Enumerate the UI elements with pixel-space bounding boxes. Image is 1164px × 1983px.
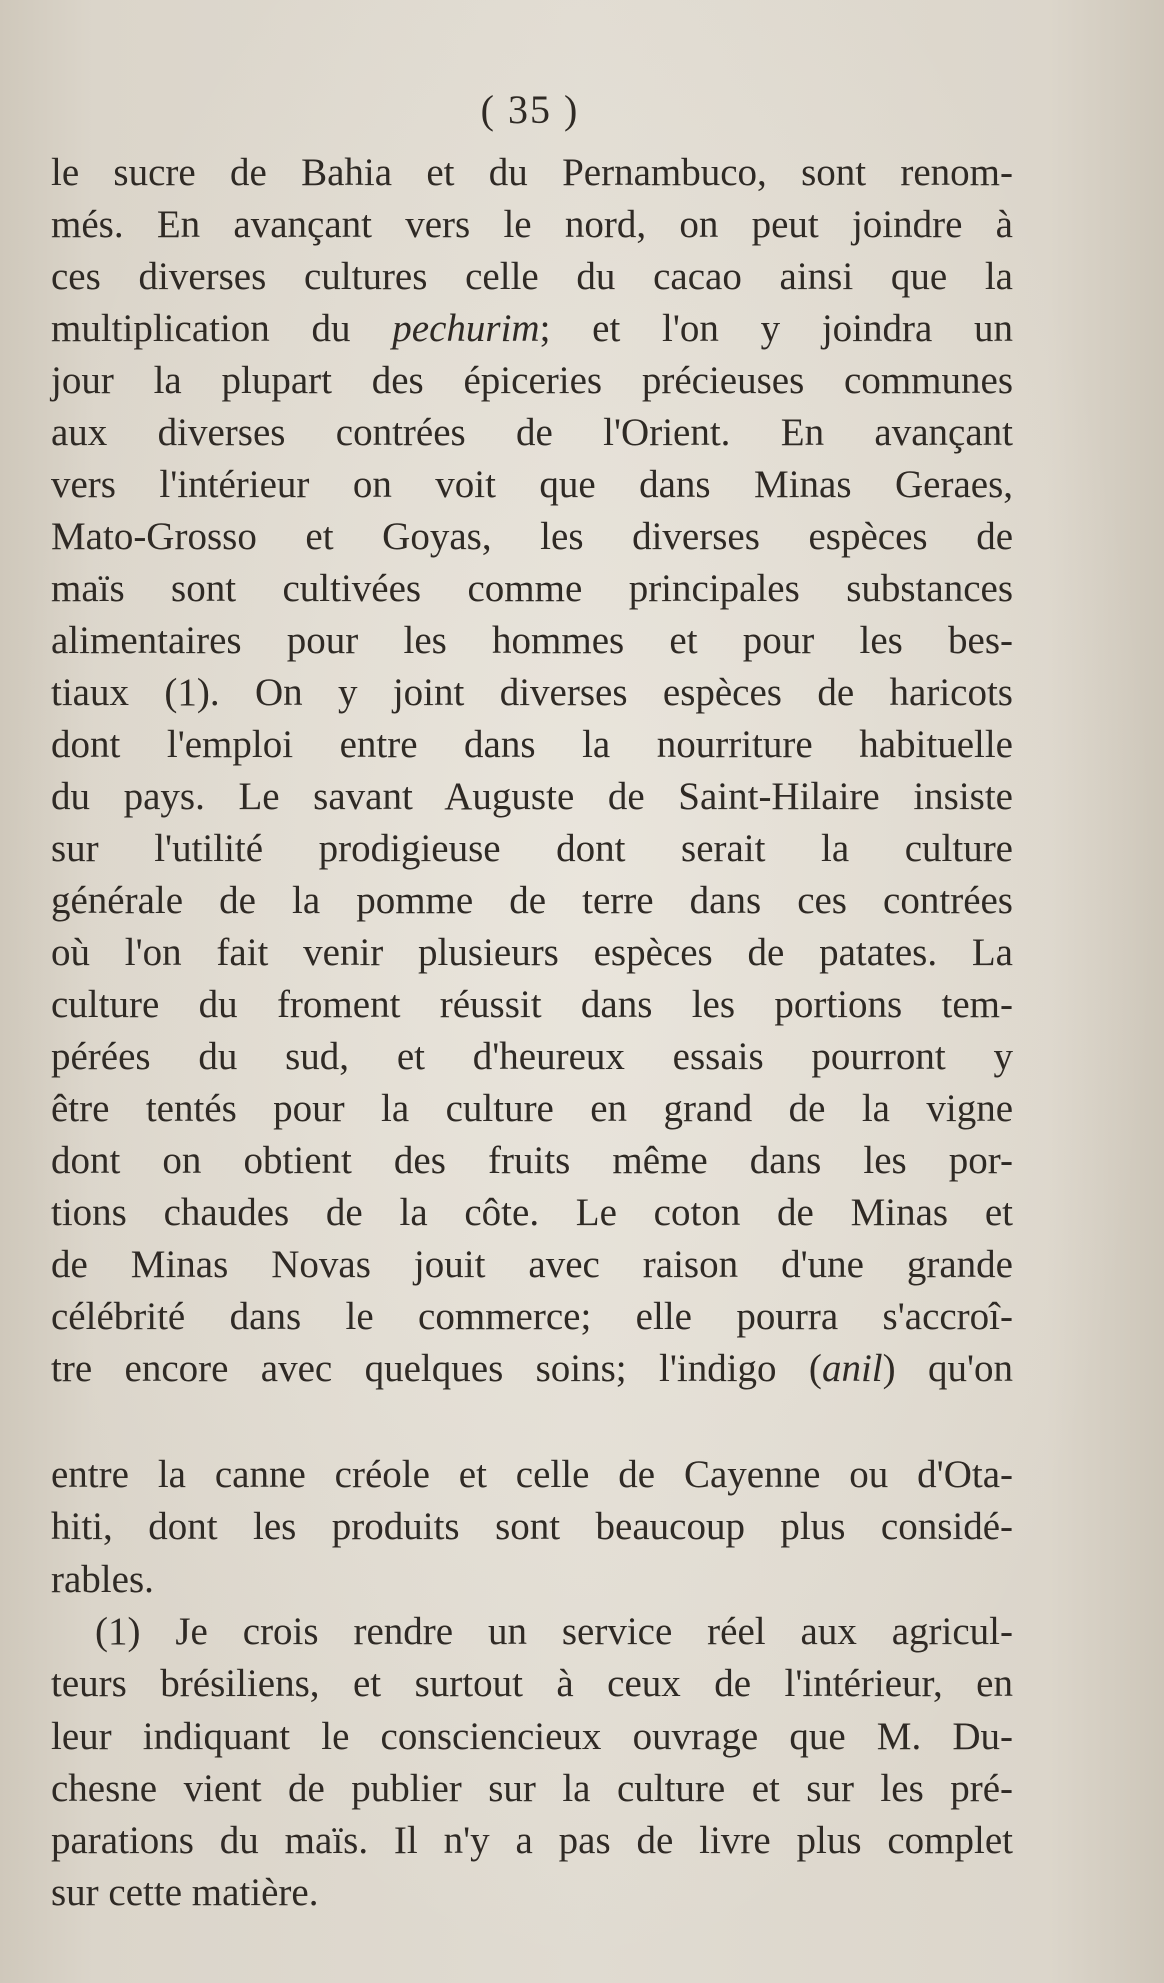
text-line (51, 982, 1013, 1028)
line-segment: tre encore avec quelques soins; l'indigo ( (51, 1347, 822, 1390)
line-segment: més. En avançant vers le nord, on peut joindre à (51, 203, 1013, 246)
line-segment: être tentés pour la culture en grand de la vigne (51, 1087, 1013, 1130)
line-segment: du pays. Le savant Auguste de Saint-Hilaire insiste (51, 775, 1013, 818)
line-segment: vers l'intérieur on voit que dans Minas Geraes, (51, 463, 1013, 506)
line-segment: (1) Je crois rendre un service réel aux agricul- (95, 1609, 1013, 1653)
italic-term: anil (821, 1347, 883, 1390)
text-line (51, 150, 1013, 196)
line-segment: Mato-Grosso et Goyas, les diverses espèces de (51, 515, 1013, 558)
footnote-line (51, 1557, 1013, 1603)
line-segment: célébrité dans le commerce; elle pourra s'accroî- (51, 1295, 1013, 1338)
footnote-line (51, 1766, 1013, 1812)
line-segment: de Minas Novas jouit avec raison d'une grande (51, 1243, 1013, 1286)
line-segment: générale de la pomme de terre dans ces contrées (51, 879, 1013, 922)
line-segment: ; et l'on y joindra un (539, 307, 1014, 350)
line-segment: rables. (51, 1557, 154, 1601)
line-segment: teurs brésiliens, et surtout à ceux de l'intérieur, en (51, 1662, 1013, 1706)
line-segment: culture du froment réussit dans les portions tem- (51, 983, 1013, 1026)
line-segment: dont on obtient des fruits même dans les por- (51, 1139, 1013, 1182)
text-line (51, 774, 1013, 820)
text-line (51, 670, 1013, 716)
line-segment: le sucre de Bahia et du Pernambuco, sont renom- (51, 151, 1013, 194)
line-segment: alimentaires pour les hommes et pour les bes- (51, 619, 1013, 662)
text-line (51, 1138, 1013, 1184)
line-segment: tions chaudes de la côte. Le coton de Minas et (51, 1191, 1013, 1234)
line-segment: parations du maïs. Il n'y a pas de livre plus complet (51, 1819, 1013, 1863)
line-segment: sur l'utilité prodigieuse dont serait la culture (51, 827, 1013, 870)
text-line (51, 254, 1013, 300)
line-segment: entre la canne créole et celle de Cayenne ou d'Ota- (51, 1453, 1013, 1496)
footnote-line (51, 1661, 1013, 1707)
line-segment: tiaux (1). On y joint diverses espèces de haricots (51, 671, 1013, 714)
footnote-line (51, 1609, 1013, 1655)
text-line (51, 358, 1013, 404)
text-line (51, 202, 1013, 248)
line-segment: ces diverses cultures celle du cacao ainsi que la (51, 255, 1013, 298)
line-segment: jour la plupart des épiceries précieuses communes (51, 359, 1013, 402)
footnote-line (51, 1818, 1013, 1864)
text-line (51, 1034, 1013, 1080)
text-line (51, 566, 1013, 612)
line-segment: où l'on fait venir plusieurs espèces de patates. La (51, 931, 1013, 974)
page-number: ( 35 ) (480, 87, 580, 132)
text-line (51, 1086, 1013, 1132)
footnote-line (51, 1504, 1013, 1550)
footnote-line (51, 1870, 1013, 1916)
line-segment: sur cette matière. (51, 1871, 319, 1915)
line-segment: dont l'emploi entre dans la nourriture habituelle (51, 723, 1013, 766)
text-line (51, 514, 1013, 560)
text-line (51, 1190, 1013, 1236)
line-segment: multiplication du (51, 307, 393, 350)
line-segment: chesne vient de publier sur la culture et sur les pré- (51, 1766, 1013, 1810)
text-line (51, 878, 1013, 924)
text-line (51, 930, 1013, 976)
text-line (51, 1242, 1013, 1288)
line-segment: pérées du sud, et d'heureux essais pourront y (51, 1035, 1013, 1078)
line-segment: hiti, dont les produits sont beaucoup plus considé- (51, 1505, 1013, 1549)
text-line (51, 1346, 1013, 1392)
footnote-line (51, 1452, 1013, 1498)
line-segment: maïs sont cultivées comme principales substances (51, 567, 1013, 610)
footnote-line (51, 1714, 1013, 1760)
line-segment: aux diverses contrées de l'Orient. En avançant (51, 411, 1013, 454)
text-line (51, 306, 1013, 352)
text-line (51, 826, 1013, 872)
line-segment: ) qu'on (882, 1347, 1014, 1390)
italic-term: pechurim (392, 307, 540, 350)
text-line (51, 1294, 1013, 1340)
text-line (51, 410, 1013, 456)
text-line (51, 618, 1013, 664)
text-line (51, 462, 1013, 508)
line-segment: leur indiquant le consciencieux ouvrage que M. Du- (51, 1714, 1013, 1758)
text-line (51, 722, 1013, 768)
